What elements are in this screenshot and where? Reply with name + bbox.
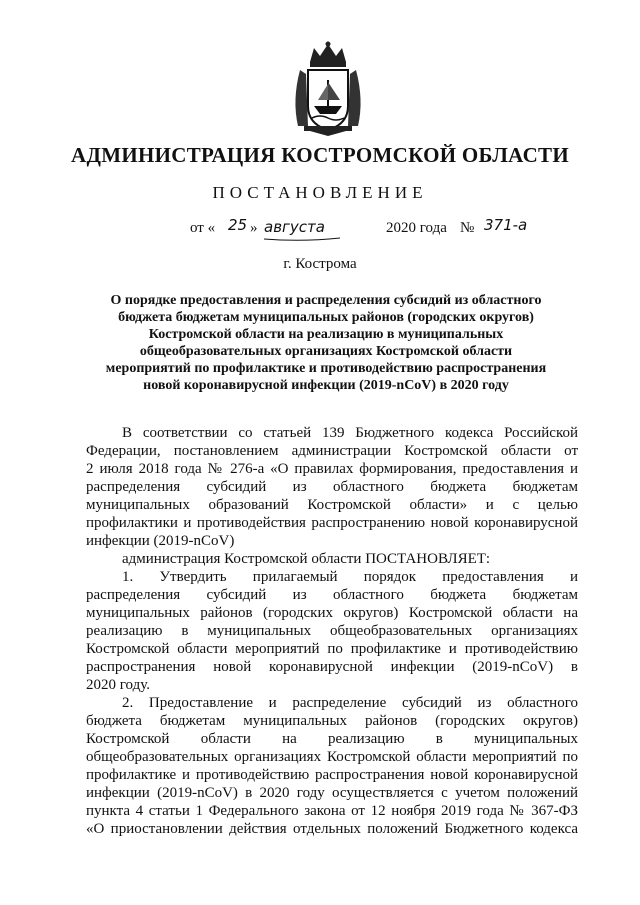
body-line: инфекции (2019-nCoV) в 2020 году осуществляется с учетом положений bbox=[86, 785, 578, 801]
body-line: Костромской области на реализацию в муниципальных bbox=[86, 731, 578, 747]
handwritten-day: 25 bbox=[228, 216, 248, 234]
body-line: распределения субсидий из областного бюджета бюджетам bbox=[86, 587, 578, 603]
body-line: администрация Костромской области ПОСТАНОВЛЯЕТ: bbox=[122, 551, 491, 567]
body-line: Костромской области мероприятий по профилактике и противодействию bbox=[86, 641, 578, 657]
body-line: 2020 году. bbox=[86, 677, 150, 693]
organization-title: АДМИНИСТРАЦИЯ КОСТРОМСКОЙ ОБЛАСТИ bbox=[71, 143, 569, 167]
heading-line: О порядке предоставления и распределения субсидий из областного bbox=[110, 293, 542, 308]
body-line: Федерации, постановлением администрации Костромской области от bbox=[86, 443, 578, 459]
handwritten-number: 371-а bbox=[484, 216, 528, 234]
body-line: 2 июля 2018 года № 276-а «О правилах формирования, предоставления и bbox=[86, 461, 578, 477]
body-line: профилактике и противодействию распространения новой коронавирусной bbox=[86, 767, 578, 783]
heading-line: новой коронавирусной инфекции (2019-nCoV) в 2020 году bbox=[143, 378, 509, 393]
coat-of-arms-emblem bbox=[290, 40, 366, 136]
body-line: профилактики и противодействия распространению новой коронавирусной bbox=[86, 515, 578, 531]
body-line: инфекции (2019-nCoV) bbox=[86, 533, 235, 549]
body-line: общеобразовательных организациях Костромской области мероприятий по bbox=[86, 749, 578, 765]
document-type: ПОСТАНОВЛЕНИЕ bbox=[212, 183, 428, 202]
heading-line: Костромской области на реализацию в муниципальных bbox=[148, 327, 504, 342]
body-line: распространения новой коронавирусной инфекции (2019-nCoV) в bbox=[86, 659, 578, 675]
city-name: г. Кострома bbox=[283, 256, 357, 272]
heading-line: мероприятий по профилактике и противодействию распространения bbox=[105, 361, 547, 376]
body-line: пункта 4 статьи 1 Федерального закона от 12 ноября 2019 года № 367-ФЗ bbox=[86, 803, 578, 819]
body-line: В соответствии со статьей 139 Бюджетного кодекса Российской bbox=[122, 425, 578, 441]
body-line: муниципальных районов (городских округов) Костромской области на bbox=[86, 605, 578, 621]
body-line: 2. Предоставление и распределение субсидий из областного bbox=[122, 695, 578, 711]
date-number-line bbox=[0, 218, 640, 248]
body-line: реализацию в муниципальных общеобразовательных организациях bbox=[86, 623, 578, 639]
number-sign: № bbox=[460, 220, 475, 236]
body-line: муниципальных образований Костромской области» и с целью bbox=[86, 497, 578, 513]
year-text: 2020 года bbox=[386, 220, 447, 236]
handwritten-month: августа bbox=[264, 218, 325, 236]
heading-line: бюджета бюджетам муниципальных районов (городских округов) bbox=[118, 310, 534, 325]
body-line: «О приостановлении действия отдельных положений Бюджетного кодекса bbox=[86, 821, 578, 837]
date-mid: » bbox=[250, 220, 258, 236]
heading-line: общеобразовательных организациях Костромской области bbox=[139, 344, 513, 359]
document-heading bbox=[86, 292, 566, 394]
body-line: распределения субсидий из областного бюджета бюджетам bbox=[86, 479, 578, 495]
body-line: 1. Утвердить прилагаемый порядок предоставления и bbox=[122, 569, 578, 585]
body-line: бюджета бюджетам муниципальных районов (городских округов) bbox=[86, 713, 578, 729]
month-underline bbox=[262, 236, 342, 242]
date-prefix: от « bbox=[190, 220, 216, 236]
